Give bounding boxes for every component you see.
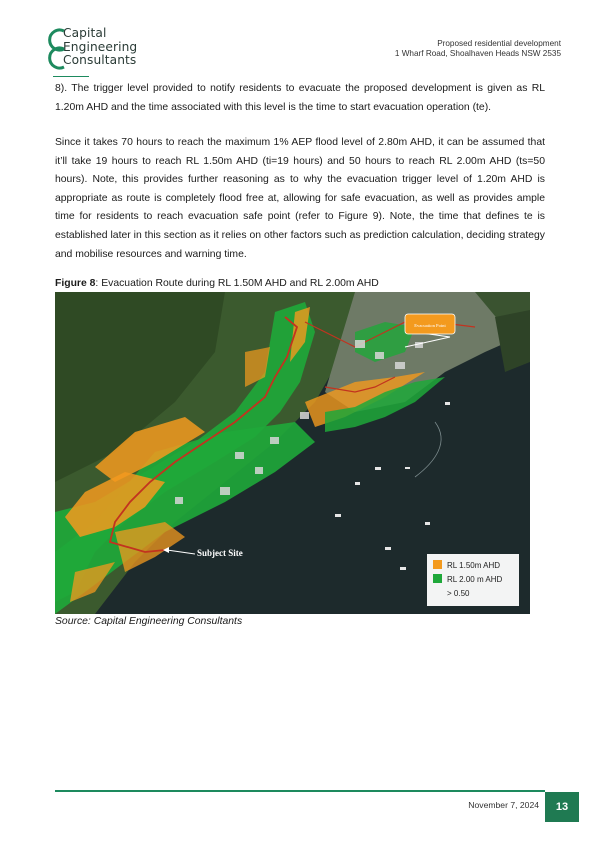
company-logo [48, 26, 158, 78]
logo-text [63, 27, 137, 68]
paragraph-2: Since it takes 70 hours to reach the maximum 1% AEP flood level of 2.80m AHD, it can be assumed that it’ll take 19 hours to reach RL 1.50m AHD (ti=19 hours) and 50 hours to reach RL 2.00m AHD (ts=50 hours). Note, this provides further reasoning as to why the evacuation trigger level of 1.20m AHD is appropriate as route is completely flood free at, allowing for safe evacuation, as well as provides ample time for residents to reach evacuation safe point (refer to Figure 9). Note, the time that defines te is established later in this section as it relies on other factors such as prediction calculation, deciding strategy and mobilise resources and warning time. [55, 137, 545, 260]
page-number: 13 [545, 792, 579, 822]
logo-underline [53, 76, 89, 77]
legend-swatch-rl-200 [433, 574, 442, 583]
figure-caption [55, 278, 379, 289]
header-project: Proposed residential development [437, 39, 561, 48]
logo-line-1: Capital [63, 26, 107, 40]
page-header [395, 39, 561, 59]
logo-line-2: Engineering [63, 39, 138, 54]
legend-label-threshold: > 0.50 [447, 589, 470, 598]
footer-date: November 7, 2024 [468, 800, 539, 810]
logo-line-3: Consultants [63, 53, 137, 68]
legend-swatch-rl-150 [433, 560, 442, 569]
legend-label-rl-150: RL 1.50m AHD [447, 561, 501, 570]
paragraph-1: 8). The trigger level provided to notify residents to evacuate the proposed development is given as RL 1.20m AHD and the time associated with this level is the time to start evacuation operation (te). [55, 83, 545, 113]
figure-caption-text: : Evacuation Route during RL 1.50M AHD and RL 2.00m AHD [95, 278, 379, 289]
figure-source: Source: Capital Engineering Consultants [55, 616, 243, 627]
legend-label-rl-200: RL 2.00 m AHD [447, 575, 503, 584]
footer-rule [55, 790, 545, 792]
subject-site-label: Subject Site [197, 548, 243, 558]
evacuation-route-map [55, 292, 530, 614]
header-address: 1 Wharf Road, Shoalhaven Heads NSW 2535 [394, 49, 561, 58]
figure-label: Figure 8 [55, 278, 96, 289]
evacuation-point-label: Evacuation Point [414, 323, 446, 328]
